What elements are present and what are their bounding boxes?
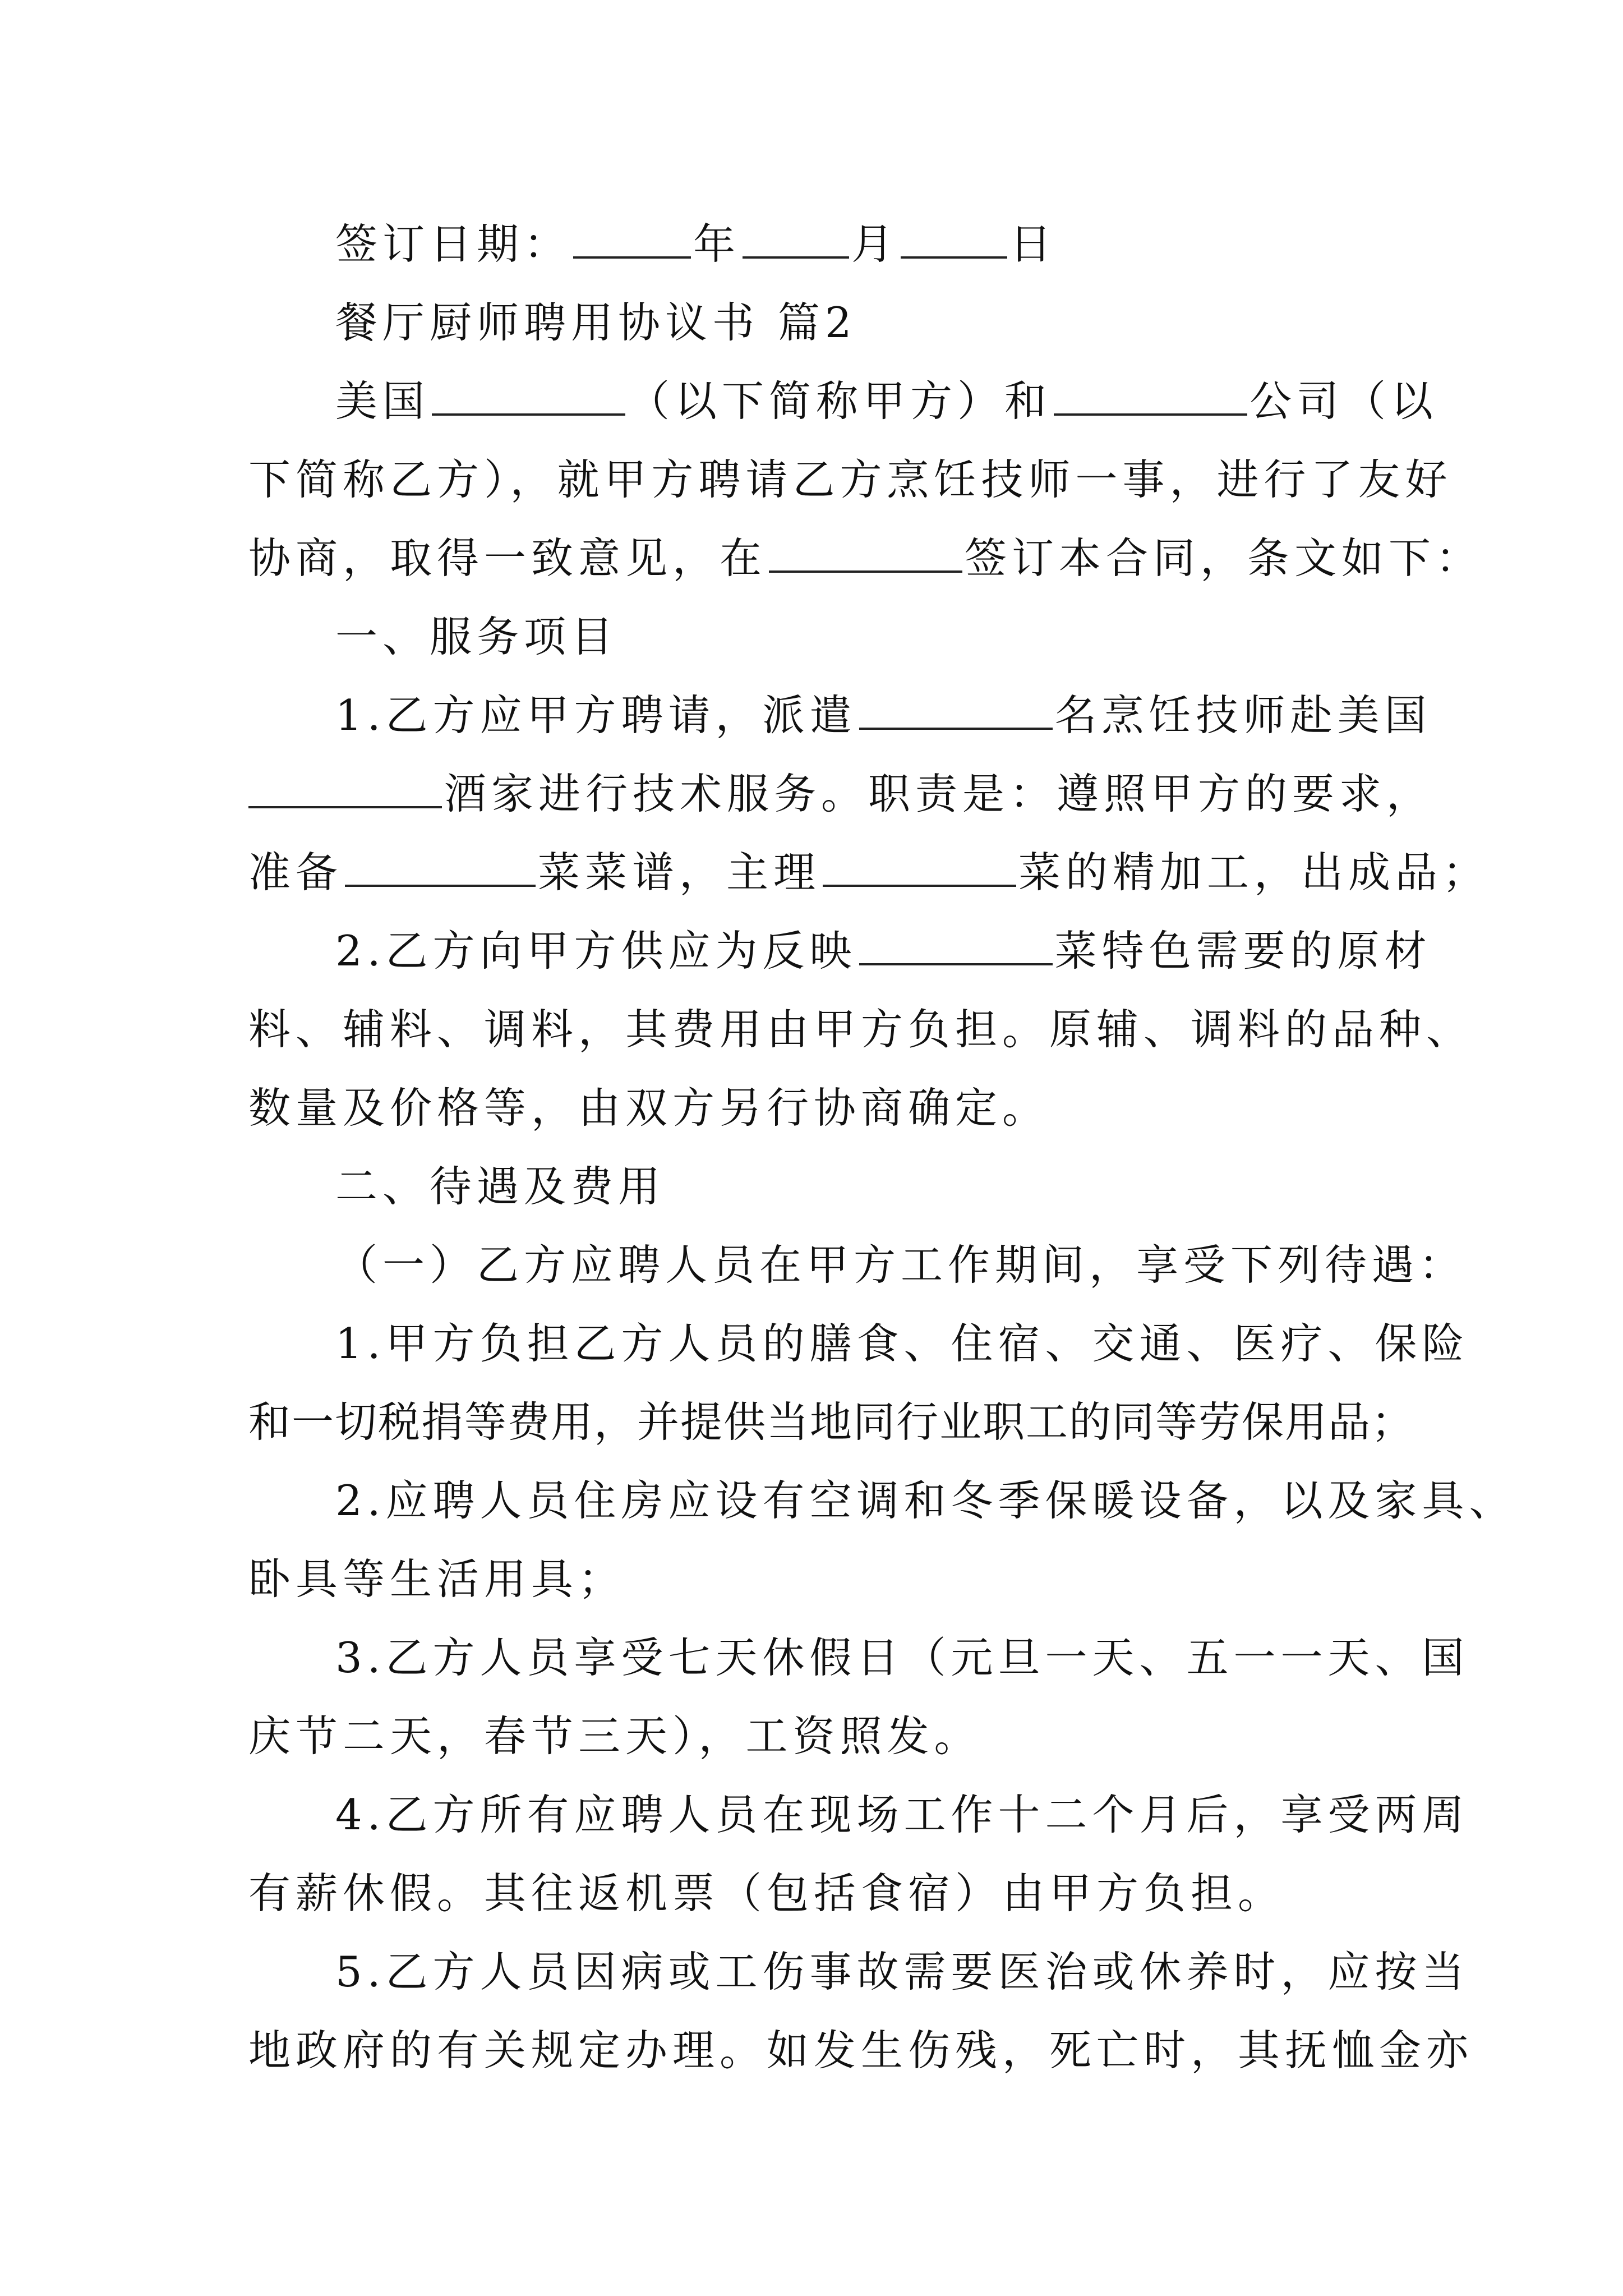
intro-text: 美国	[335, 376, 430, 426]
s2-item2-line1: 2.应聘人员住房应设有空调和冬季保暖设备，以及家具、	[335, 1476, 1516, 1525]
cuisine-blank	[345, 845, 536, 887]
s1-item2-line2: 料、辅料、调料，其费用由甲方负担。原辅、调料的品种、	[248, 1005, 1474, 1054]
clause-text: 菜菜谱，主理	[538, 848, 821, 897]
intro-text: 签订本合同，条文如下：	[965, 533, 1483, 583]
cuisine-blank	[859, 924, 1053, 965]
clause-text: 2.乙方向甲方供应为反映	[335, 926, 857, 976]
s1-item1-line1	[335, 682, 1432, 749]
month-label: 月	[851, 219, 899, 269]
party-a-blank	[432, 374, 625, 416]
section-heading-1: 一、服务项目	[335, 612, 619, 661]
signing-date-label: 签订日期：	[335, 219, 571, 269]
s2-item4-line2: 有薪休假。其往返机票（包括食宿）由甲方负担。	[248, 1869, 1285, 1918]
party-b-blank	[1054, 374, 1247, 416]
s1-item1-line2	[248, 760, 1434, 827]
intro-line-2: 下简称乙方），就甲方聘请乙方烹饪技师一事，进行了友好	[248, 455, 1453, 504]
s2-item5-line2: 地政府的有关规定办理。如发生伤残，死亡时，其抚恤金亦	[248, 2026, 1474, 2075]
cuisine-blank	[823, 845, 1016, 887]
s1-item2-line1	[335, 917, 1432, 984]
restaurant-blank	[248, 767, 442, 808]
clause-text: 菜特色需要的原材	[1054, 926, 1432, 976]
signing-date-line	[335, 210, 1381, 278]
year-label: 年	[693, 219, 741, 269]
intro-line-1	[335, 367, 1438, 435]
day-label: 日	[1009, 219, 1057, 269]
s2-item2-line2: 卧具等生活用具；	[248, 1554, 626, 1604]
day-blank	[901, 217, 1007, 259]
s1-item1-line3	[248, 839, 1490, 906]
intro-text: 公司（以	[1249, 376, 1438, 426]
year-blank	[573, 217, 691, 259]
section-title: 餐厅厨师聘用协议书 篇2	[335, 298, 857, 347]
s2-item4-line1: 4.乙方所有应聘人员在现场工作十二个月后，享受两周	[335, 1790, 1469, 1839]
clause-text: 准备	[248, 848, 343, 897]
intro-line-3	[248, 524, 1483, 592]
s2-item3-line2: 庆节二天，春节三天），工资照发。	[248, 1711, 981, 1761]
count-blank	[859, 688, 1053, 730]
intro-text: （以下简称甲方）和	[628, 376, 1052, 426]
clause-text: 1.乙方应甲方聘请，派遣	[335, 691, 857, 740]
clause-text: 酒家进行技术服务。职责是：遵照甲方的要求，	[444, 769, 1434, 818]
section-heading-2: 二、待遇及费用	[335, 1162, 666, 1211]
s2-item3-line1: 3.乙方人员享受七天休假日（元旦一天、五一一天、国	[335, 1633, 1469, 1682]
clause-text: 菜的精加工，出成品；	[1018, 848, 1490, 897]
clause-text: 名烹饪技师赴美国	[1054, 691, 1432, 740]
s1-item2-line3: 数量及价格等，由双方另行协商确定。	[248, 1083, 1050, 1133]
month-blank	[743, 217, 849, 259]
intro-text: 协商，取得一致意见，在	[248, 533, 767, 583]
s2-item5-line1: 5.乙方人员因病或工伤事故需要医治或休养时，应按当	[335, 1947, 1469, 1996]
s2-item1-line2: 和一切税捐等费用，并提供当地同行业职工的同等劳保用品；	[248, 1397, 1415, 1447]
location-blank	[769, 531, 962, 573]
s2-subheading-1: （一）乙方应聘人员在甲方工作期间，享受下列待遇：	[335, 1240, 1467, 1290]
s2-item1-line1: 1.甲方负担乙方人员的膳食、住宿、交通、医疗、保险	[335, 1319, 1469, 1368]
